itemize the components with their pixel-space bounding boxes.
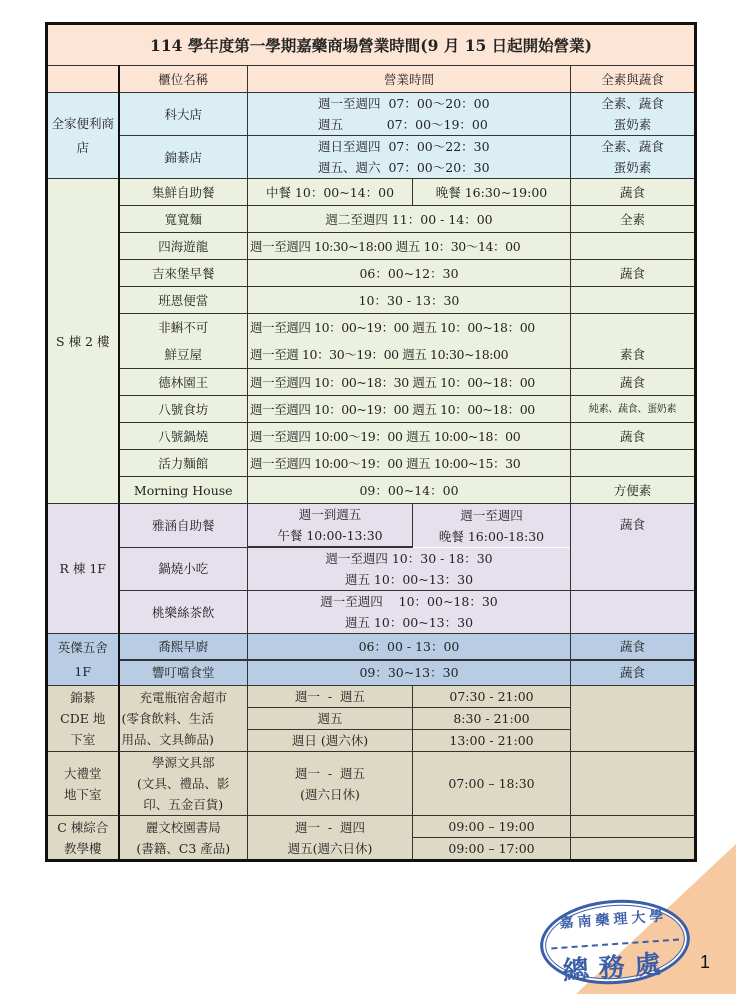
shop-name: 寬寬麵 xyxy=(119,206,248,233)
shop-name: 集鮮自助餐 xyxy=(119,179,248,206)
shop-hours: 週一至週四 10:00～19：00 週五 10:00~15：30 xyxy=(248,450,571,477)
table-row xyxy=(47,504,696,548)
shop-name: 八號鍋燒 xyxy=(119,423,248,450)
shop-name: 八號食坊 xyxy=(119,396,248,423)
hours-line: 週一至週四 10：00~18：30 xyxy=(320,594,498,609)
hours-line: 週一至週四 07：00～20：00 xyxy=(318,96,490,111)
shop-hours: 09：00~14：00 xyxy=(248,477,571,504)
table-row xyxy=(47,477,696,504)
shop-name: 錦綦店 xyxy=(119,136,248,179)
shop-name-line: 印、五金百貨) xyxy=(143,797,224,812)
shop-veg xyxy=(571,591,696,634)
header-hours: 營業時間 xyxy=(248,66,571,93)
page-title: 114 學年度第一學期嘉藥商場營業時間(9 月 15 日起開始營業) xyxy=(47,24,696,66)
shop-name-line: 麗文校園書局 xyxy=(145,819,221,835)
shop-name: 活力麵館 xyxy=(119,450,248,477)
shop-name-line: 用品、文具飾品) xyxy=(121,732,214,747)
shop-name: Morning House xyxy=(119,477,248,504)
shop-name: 喬熙早廚 xyxy=(119,634,248,660)
shop-hours: 06：00~12：30 xyxy=(248,260,571,287)
table-row xyxy=(47,233,696,260)
hours-line: 週一至週四 10：30 - 18：30 xyxy=(325,551,493,566)
shop-veg xyxy=(571,136,696,179)
shop-name: 班恩便當 xyxy=(119,287,248,314)
shop-veg xyxy=(571,686,696,752)
days-line: 週五(週六日休) xyxy=(287,840,373,856)
days-line: 週一 - 週五 xyxy=(294,765,366,781)
hours-line: 週五、週六 07：00～20：30 xyxy=(318,160,490,175)
table-row xyxy=(47,206,696,233)
location-r-building: R 棟 1F xyxy=(47,504,119,634)
table-row xyxy=(47,260,696,287)
shop-veg: 蔬食 xyxy=(571,179,696,206)
table-row xyxy=(47,287,696,314)
shop-veg xyxy=(571,93,696,136)
table-row xyxy=(47,450,696,477)
shop-name: 桃樂絲茶飲 xyxy=(119,591,248,634)
table-row xyxy=(47,93,696,136)
veg-line: 蛋奶素 xyxy=(613,160,652,175)
shop-veg: 蔬食 xyxy=(571,504,696,591)
header-veg: 全素與蔬食 xyxy=(571,66,696,93)
shop-name-line: (文具、禮品、影 xyxy=(137,776,230,791)
location-label: 全家便利商店 xyxy=(51,115,114,155)
table-row xyxy=(47,816,696,838)
location-yingjie xyxy=(47,634,119,686)
shop-name-line: (零食飲料、生活 xyxy=(121,711,214,726)
veg-line: 全素、蔬食 xyxy=(601,96,664,111)
shop-hours xyxy=(248,547,571,591)
shop-lunch-hours: 中餐 10：00~14：00 xyxy=(248,179,413,206)
location-line: 教學樓 xyxy=(63,840,102,856)
shop-veg xyxy=(571,450,696,477)
days-line: 週一 - 週四 xyxy=(294,819,366,835)
shop-dinner-hours xyxy=(413,504,571,548)
diagonal-header-cell xyxy=(47,66,119,93)
shop-name: 科大店 xyxy=(119,93,248,136)
shop-days: 週一 - 週五 xyxy=(248,686,413,708)
hours-line: 午餐 10:00-13:30 xyxy=(277,528,383,543)
shop-hours: 週二至週四 11：00 - 14：00 xyxy=(248,206,571,233)
shop-name xyxy=(119,816,248,861)
shop-name: 響叮噹食堂 xyxy=(119,660,248,686)
location-line: 下室 xyxy=(70,732,96,747)
shop-name xyxy=(119,686,248,752)
hours-line: 週五 10：00~13：30 xyxy=(344,615,474,630)
shop-veg xyxy=(571,838,696,861)
shop-days: 週五 xyxy=(248,708,413,730)
days-line: (週六日休) xyxy=(300,786,360,802)
hours-line: 週一至週四 xyxy=(460,507,523,523)
table-row xyxy=(47,314,696,369)
shop-hours: 週一至週四 10：00~19：00 週五 10：00~18：00 xyxy=(248,396,571,423)
shop-name-line: 非蝌不可 xyxy=(158,320,209,335)
shop-name-line: 鮮豆屋 xyxy=(164,347,202,362)
shop-hours: 週一至週四 10:30~18:00 週五 10：30～14：00 xyxy=(248,233,571,260)
location-line: 1F xyxy=(74,663,92,679)
location-cde xyxy=(47,686,119,752)
shop-name-line: (書籍、C3 產品) xyxy=(136,840,231,856)
veg-line: 素食 xyxy=(620,347,646,362)
veg-line: 全素、蔬食 xyxy=(601,139,664,154)
location-line: C 棟綜合 xyxy=(57,819,109,835)
hours-line: 週五 10：00~13：30 xyxy=(344,572,474,587)
shop-veg xyxy=(571,752,696,816)
hours-line: 週日至週四 07：00～22：30 xyxy=(318,139,490,154)
table-row xyxy=(47,752,696,816)
shop-veg xyxy=(571,233,696,260)
shop-time: 8:30 - 21:00 xyxy=(413,708,571,730)
stamp-bottom-text: 總務處 xyxy=(561,949,672,987)
header-row xyxy=(47,66,696,93)
table-row xyxy=(47,423,696,450)
shop-veg xyxy=(571,816,696,838)
location-line: 英傑五舍 xyxy=(57,639,108,655)
shop-time: 13:00 - 21:00 xyxy=(413,730,571,752)
location-auditorium xyxy=(47,752,119,816)
shop-veg: 蔬食 xyxy=(571,660,696,686)
hours-line: 週五 07：00～19：00 xyxy=(318,117,488,132)
table-row xyxy=(47,396,696,423)
shop-hours xyxy=(248,314,571,369)
table-row xyxy=(47,179,696,206)
location-line: CDE 地 xyxy=(60,711,106,726)
veg-line: 蛋奶素 xyxy=(613,117,652,132)
shop-name xyxy=(119,314,248,369)
stamp-top-text: 嘉南藥理大學 xyxy=(559,908,668,932)
hours-line: 週一到週五 xyxy=(298,507,362,522)
shop-hours xyxy=(248,93,571,136)
shop-veg: 方便素 xyxy=(571,477,696,504)
business-hours-table xyxy=(45,22,697,862)
shop-name-line: 學源文具部 xyxy=(151,755,215,770)
shop-veg xyxy=(571,287,696,314)
shop-hours: 10：30 - 13：30 xyxy=(248,287,571,314)
shop-time: 09:00 – 19:00 xyxy=(413,816,571,838)
shop-veg: 蔬食 xyxy=(571,634,696,660)
hours-line: 週一至週 10：30～19：00 週五 10:30~18:00 xyxy=(250,347,509,362)
title-row xyxy=(47,24,696,66)
shop-days xyxy=(248,752,413,816)
shop-days xyxy=(248,816,413,861)
shop-hours xyxy=(248,136,571,179)
shop-veg: 純素、蔬食、蛋奶素 xyxy=(571,396,696,423)
header-name: 櫃位名稱 xyxy=(119,66,248,93)
shop-lunch-hours xyxy=(248,504,413,548)
shop-veg: 蔬食 xyxy=(571,369,696,396)
shop-veg: 蔬食 xyxy=(571,423,696,450)
shop-time: 07:00 – 18:30 xyxy=(413,752,571,816)
shop-veg: 蔬食 xyxy=(571,260,696,287)
location-line: 錦綦 xyxy=(70,690,96,705)
location-c-building xyxy=(47,816,119,861)
table-row xyxy=(47,686,696,708)
shop-hours xyxy=(248,591,571,634)
table-row xyxy=(47,660,696,686)
hours-line: 晚餐 16:00-18:30 xyxy=(438,528,545,544)
location-line: 大禮堂 xyxy=(63,765,102,781)
shop-hours: 09：30~13：30 xyxy=(248,660,571,686)
shop-veg xyxy=(571,314,696,369)
shop-hours: 週一至週四 10：00~18：30 週五 10：00~18：00 xyxy=(248,369,571,396)
table-row xyxy=(47,591,696,634)
location-s-building: S 棟 2 樓 xyxy=(47,179,119,504)
shop-dinner-hours: 晚餐 16:30~19:00 xyxy=(413,179,571,206)
shop-hours: 週一至週四 10:00～19：00 週五 10:00~18：00 xyxy=(248,423,571,450)
location-line: 地下室 xyxy=(63,786,102,802)
shop-veg: 全素 xyxy=(571,206,696,233)
shop-time: 07:30 - 21:00 xyxy=(413,686,571,708)
shop-name: 雅涵自助餐 xyxy=(119,504,248,548)
shop-name: 鍋燒小吃 xyxy=(119,547,248,591)
hours-line: 週一至週四 10：00~19：00 週五 10：00~18：00 xyxy=(250,320,535,335)
shop-time: 09:00 – 17:00 xyxy=(413,838,571,861)
shop-name xyxy=(119,752,248,816)
shop-name: 德林園王 xyxy=(119,369,248,396)
table-row xyxy=(47,136,696,179)
shop-name: 吉來堡早餐 xyxy=(119,260,248,287)
official-stamp xyxy=(537,895,692,989)
shop-hours: 06：00 - 13：00 xyxy=(248,634,571,660)
shop-name: 四海遊龍 xyxy=(119,233,248,260)
table-row xyxy=(47,369,696,396)
shop-days: 週日 (週六休) xyxy=(248,730,413,752)
table-row xyxy=(47,634,696,660)
location-familymart xyxy=(47,93,119,179)
page-number: 1 xyxy=(700,952,711,972)
shop-name-line: 充電瓶宿舍超市 xyxy=(139,690,227,705)
